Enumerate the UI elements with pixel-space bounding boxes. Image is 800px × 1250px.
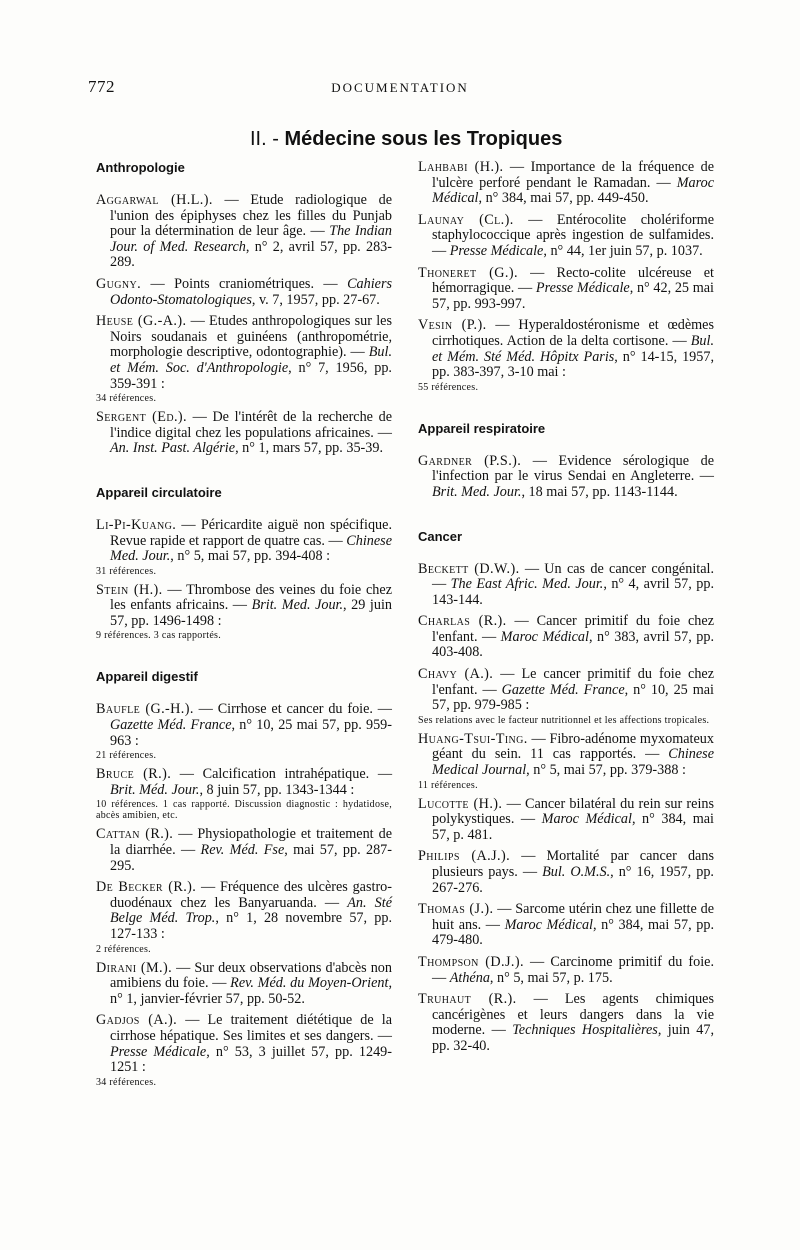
entry-title: — Cancer bilatéral du rein sur reins polykystiques. — [432,795,715,828]
entry-citation: , n° 5, mai 57, p. 175. [489,969,613,986]
entry-title: — Fréquence des ulcères gastro-duodénaux chez les Banyaruanda. — [110,879,392,911]
entry-citation: , v. 7, 1957, pp. 27-67. [251,291,380,308]
bibliography-entry [96,961,392,1008]
entry-author: Aggarwal (H.L.). [96,192,213,208]
bibliography-entry [418,318,714,392]
bibliography-entry [418,902,714,949]
category-heading: Appareil digestif [96,669,198,685]
bibliography-entry [96,193,392,271]
entry-journal: An. Sté Belge Méd. Trop. [110,894,393,927]
bibliography-entry [418,266,714,313]
entry-citation: , n° 44, 1er juin 57, p. 1037. [543,242,703,259]
entry-title: — Fibro-adénome myxomateux géant du sein. 11 cas rapportés. — [432,730,714,763]
entry-citation: , n° 384, mai 57, pp. 449-450. [478,190,649,207]
entry-author: Lucotte (H.). [418,795,503,812]
bibliography-entry [96,767,392,821]
entry-journal: Gazette Méd. France [110,717,232,734]
left-column [96,160,392,1094]
entry-author: Dirani (M.). [96,959,173,976]
bibliography-entry [96,880,392,954]
section-title [250,128,562,151]
entry-title: — Un cas de cancer congénital. — [432,560,714,593]
entry-journal: Maroc Médical [500,628,589,645]
bibliography-entry [418,667,714,726]
entry-title: — Etudes anthropologiques sur les Noirs soudanais et guinéens (anthropométrie, morphologie descriptive, odontographie). — [110,313,392,361]
entry-journal: Presse Médicale [110,1043,207,1060]
entry-note: Ses relations avec le facteur nutritionnel et les affections tropicales. [418,714,710,726]
entry-author: Beckett (D.W.). [418,560,520,577]
entry-title: — Le cancer primitif du foie chez l'enfant. — [432,666,715,698]
entry-author: Baufle (G.-H.). [96,701,194,718]
category-heading: Appareil circulatoire [96,484,222,500]
entry-author: Charlas (R.). [418,613,507,630]
bibliography-entry [418,732,714,791]
entry-author: Gardner (P.S.). [418,452,522,469]
bibliography-entry [96,1013,392,1087]
entry-author: Truhaut (R.). [418,991,517,1008]
entry-title: — Evidence sérologique de l'infection par le virus Sendai en Angleterre. — [432,452,714,485]
entry-note: 34 références. [96,1076,157,1088]
entry-author: Heuse (G.-A.). [96,313,187,330]
entry-title: — Importance de la fréquence de l'ulcère perforé pendant le Ramadan. — [432,159,714,191]
bibliography-entry [418,160,714,207]
bibliography-entry [418,213,714,260]
entry-citation: , juin 47, pp. 32-40. [432,1022,715,1054]
entry-citation: , n° 383, avril 57, pp. 403-408. [432,628,715,661]
entry-title: — Péricardite aiguë non spécifique. Revue rapide et rapport de quatre cas. — [110,516,392,549]
entry-citation: , n° 10, 25 mai 57, pp. 979-985 : [432,681,714,714]
entry-title: — Le traitement diététique de la cirrhose hépatique. Ses limites et ses dangers. — [110,1012,393,1044]
entry-journal: Brit. Med. Jour. [432,483,522,500]
bibliography-entry [96,518,392,577]
entry-author: Vesin (P.). [418,317,487,334]
entry-title: — Cirrhose et cancer du foie. — [193,701,392,718]
entry-journal: Chinese Medical Journal [432,746,714,779]
entry-citation: , n° 384, mai 57, pp. 479-480. [432,916,715,949]
entry-citation: , n° 5, mai 57, pp. 379-388 : [526,762,686,779]
entry-author: Huang-Tsui-Ting. [418,730,528,747]
entry-note: 31 références. [96,565,157,577]
bibliography-entry [418,849,714,896]
entry-title: — De l'intérêt de la recherche de l'indice digital chez les populations africaines. — [110,409,392,441]
entry-note: 21 références. [96,750,157,762]
entry-journal: Bul. et Mém. Soc. d'Anthropologie [110,344,392,376]
entry-journal: Chinese Med. Jour. [110,532,392,565]
entry-journal: Athéna [449,969,490,986]
section-title-text: Médecine sous les Tropiques [284,128,563,150]
section-number: II. - [250,128,279,150]
entry-title: — Recto-colite ulcéreuse et hémorragique. — [432,264,714,297]
category-heading: Anthropologie [96,160,185,175]
entry-journal: Techniques Hospitalières [512,1022,658,1039]
entry-note: 55 références. [418,381,479,393]
entry-title: — Calcification intrahépatique. — [171,766,393,783]
entry-title: — Points craniométriques. — [141,275,348,292]
bibliography-entry [418,454,714,501]
bibliography-entry [418,797,714,844]
entry-title: — Entérocolite cholériforme staphylococcique après ingestion de sulfamides. — [432,211,714,259]
entry-author: Stein (H.). [96,581,163,598]
entry-author: Launay (Cl.). [418,211,514,228]
entry-author: Bruce (R.). [96,766,172,783]
entry-journal: Rev. Méd. Fse [200,842,285,859]
entry-author: Cattan (R.). [96,826,174,843]
entry-citation: , n° 42, 25 mai 57, pp. 993-997. [432,280,714,312]
entry-citation: , 29 juin 57, pp. 1496-1498 : [110,597,392,629]
entry-author: Chavy (A.). [418,666,494,683]
entry-author: Sergent (Ed.). [96,409,187,426]
entry-citation: , n° 5, mai 57, pp. 394-408 : [170,548,331,565]
entry-journal: The Indian Jour. of Med. Research [110,223,392,255]
entry-author: Thompson (D.J.). [418,953,524,970]
running-header: DOCUMENTATION [331,80,469,95]
entry-journal: Gazette Méd. France [501,681,625,698]
entry-note: 34 références. [96,393,157,405]
entry-note: 10 références. 1 cas rapporté. Discussion diagnostic : hydatidose, abcès amibien, etc. [96,799,392,822]
entry-author: Gugny. [96,275,142,292]
bibliography-entry [418,992,714,1054]
entry-title: — Sur deux observations d'abcès non amibiens du foie. — [110,959,392,992]
entry-author: De Becker (R.). [96,879,197,896]
entry-title: — Mortalité par cancer dans plusieurs pays. — [432,848,714,880]
entry-journal: Brit. Med. Jour. [251,597,344,614]
entry-author: Li-Pi-Kuang. [96,516,177,533]
entry-citation: , n° 53, 3 juillet 57, pp. 1249-1251 : [110,1043,392,1076]
entry-journal: Presse Médicale [449,242,544,259]
entry-title: — Hyperaldostéronisme et œdèmes cirrhotiques. Action de la delta cortisone. — [432,317,714,349]
bibliography-entry [418,614,714,661]
right-column [418,160,714,1061]
entry-citation: , n° 4, avril 57, pp. 143-144. [432,576,714,608]
entry-citation: , n° 10, 25 mai 57, pp. 959-963 : [110,717,392,749]
entry-journal: Bul. O.M.S. [542,864,611,880]
entry-citation: , 8 juin 57, pp. 1343-1344 : [199,781,355,798]
bibliography-entry [96,410,392,457]
entry-citation: , n° 7, 1956, pp. 359-391 : [110,359,392,392]
entry-journal: An. Inst. Past. Algérie [110,440,236,457]
entry-journal: Maroc Médical [504,916,593,933]
entry-journal: Rev. Méd. du Moyen-Orient [230,975,389,992]
entry-title: — Etude radiologique de l'union des épiphyses chez les filles du Punjab pour la détermination de leur âge. — [110,192,392,240]
entry-citation: , 18 mai 57, pp. 1143-1144. [521,483,678,500]
entry-citation: , n° 384, mai 57, p. 481. [432,811,715,843]
entry-citation: , n° 1, mars 57, pp. 35-39. [235,440,383,457]
entry-note: 2 références. [96,943,151,955]
entry-title: — Les agents chimiques cancérigènes et leurs dangers dans la vie moderne. — [432,991,715,1039]
bibliography-entry [96,314,392,404]
entry-note: 11 références. [418,779,478,791]
entry-journal: Presse Médicale [535,280,630,297]
entry-citation: , n° 14-15, 1957, pp. 383-397, 3-10 mai : [432,348,714,381]
entry-journal: Cahiers Odonto-Stomatologiques [110,275,392,308]
entry-author: Thomas (J.). [418,901,494,918]
entry-citation: , n° 1, 28 novembre 57, pp. 127-133 : [110,910,393,942]
category-heading: Appareil respiratoire [418,420,546,436]
entry-citation: , n° 1, janvier-février 57, pp. 50-52. [110,975,392,1007]
entry-note: 9 références. 3 cas rapportés. [96,630,222,642]
page-number: 772 [88,77,115,96]
entry-author: Lahbabi (H.). [418,159,504,175]
entry-author: Thoneret (G.). [418,264,518,281]
bibliography-entry [96,702,392,761]
entry-title: — Physiopathologie et traitement de la diarrhée. — [110,826,392,859]
entry-journal: The East Afric. Med. Jour. [450,576,604,593]
entry-title: — Carcinome primitif du foie. — [432,953,715,986]
category-heading: Cancer [418,528,463,544]
entry-citation: , n° 16, 1957, pp. 267-276. [432,864,714,896]
entry-journal: Brit. Méd. Jour. [110,781,200,798]
entry-journal: Bul. et Mém. Sté Méd. Hôpitx Paris [432,332,714,365]
bibliography-entry [96,583,392,642]
entry-citation: , n° 2, avril 57, pp. 283-289. [110,238,392,271]
entry-author: Philips (A.J.). [418,848,511,865]
entry-author: Gadjos (A.). [96,1012,178,1029]
entry-title: — Thrombose des veines du foie chez les enfants africains. — [110,581,392,614]
bibliography-entry [418,562,714,609]
entry-journal: Maroc Médical [432,174,714,207]
bibliography-entry [418,955,714,986]
entry-citation: , mai 57, pp. 287-295. [110,842,392,874]
bibliography-entry [96,277,392,308]
entry-title: — Sarcome utérin chez une fillette de huit ans. — [432,901,714,933]
entry-journal: Maroc Médical [541,811,632,828]
bibliography-entry [96,827,392,874]
entry-title: — Cancer primitif du foie chez l'enfant. — [432,613,714,645]
